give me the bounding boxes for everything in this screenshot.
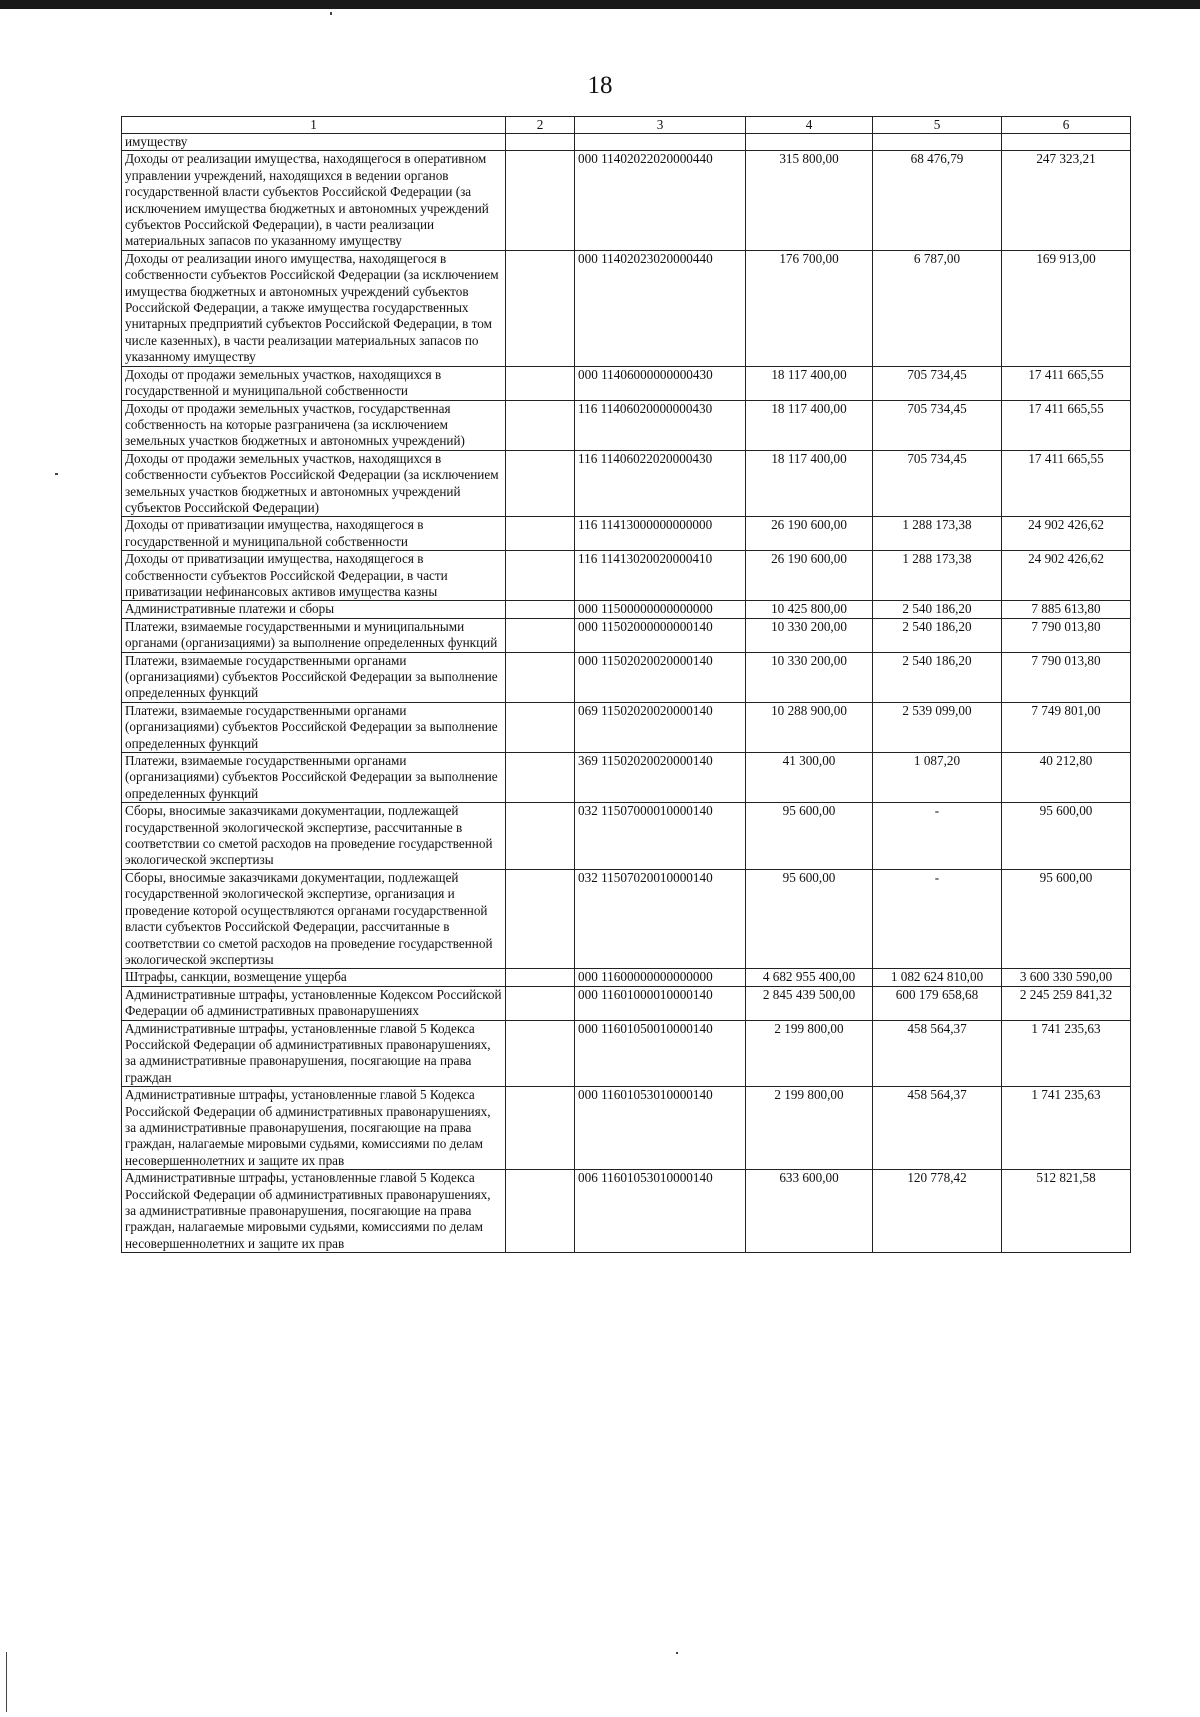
- row-code-cell: 116 11406022020000430: [575, 450, 746, 517]
- column-header: 2: [506, 117, 575, 134]
- row-col2-cell: [506, 601, 575, 618]
- row-fact-cell: 2 540 186,20: [873, 601, 1002, 618]
- row-col2-cell: [506, 366, 575, 400]
- row-col2-cell: [506, 986, 575, 1020]
- row-rest-cell: 17 411 665,55: [1002, 450, 1131, 517]
- row-col2-cell: [506, 134, 575, 151]
- row-rest-cell: 7 790 013,80: [1002, 652, 1131, 702]
- row-fact-cell: 1 087,20: [873, 753, 1002, 803]
- row-name-cell: Штрафы, санкции, возмещение ущерба: [122, 969, 506, 986]
- page-number: 18: [587, 72, 613, 99]
- table-row: [122, 618, 1131, 652]
- row-rest-cell: 24 902 426,62: [1002, 551, 1131, 601]
- row-code-cell: 000 11601050010000140: [575, 1020, 746, 1087]
- row-fact-cell: 6 787,00: [873, 250, 1002, 366]
- column-header: 3: [575, 117, 746, 134]
- row-name-cell: Доходы от приватизации имущества, находящегося в собственности субъектов Российской Федерации, в части приватизации нефинансовых активов имущества казны: [122, 551, 506, 601]
- row-name-cell: Сборы, вносимые заказчиками документации, подлежащей государственной экологической экспертизе, организация и проведение которой осуществляются органами государственной власти субъектов Российской Федерации, рассчитанные в соответствии со сметой расходов на проведение государственной экологической экспертизы: [122, 869, 506, 968]
- column-header: 5: [873, 117, 1002, 134]
- row-fact-cell: 120 778,42: [873, 1170, 1002, 1253]
- row-name-cell: Платежи, взимаемые государственными органами (организациями) субъектов Российской Федерации за выполнение определенных функций: [122, 702, 506, 752]
- row-rest-cell: 1 741 235,63: [1002, 1087, 1131, 1170]
- row-name-cell: Административные штрафы, установленные главой 5 Кодекса Российской Федерации об административных правонарушениях, за административные правонарушения, посягающие на права граждан: [122, 1020, 506, 1087]
- table-row: [122, 601, 1131, 618]
- column-header: 4: [746, 117, 873, 134]
- row-plan-cell: 10 425 800,00: [746, 601, 873, 618]
- row-plan-cell: 2 199 800,00: [746, 1087, 873, 1170]
- row-col2-cell: [506, 702, 575, 752]
- table-row: [122, 986, 1131, 1020]
- scan-top-border: [0, 0, 1200, 9]
- row-plan-cell: 95 600,00: [746, 869, 873, 968]
- row-col2-cell: [506, 151, 575, 250]
- row-code-cell: 116 11413020020000410: [575, 551, 746, 601]
- table-row: [122, 969, 1131, 986]
- row-name-cell: Доходы от реализации имущества, находящегося в оперативном управлении учреждений, находящихся в ведении органов государственной власти субъектов Российской Федерации (за исключением имущества бюджетных и автономных учреждений субъектов Российской Федерации), в части реализации материальных запасов по указанному имуществу: [122, 151, 506, 250]
- row-col2-cell: [506, 618, 575, 652]
- row-name-cell: Доходы от приватизации имущества, находящегося в государственной и муниципальной собственности: [122, 517, 506, 551]
- row-fact-cell: 1 288 173,38: [873, 551, 1002, 601]
- row-fact-cell: 2 539 099,00: [873, 702, 1002, 752]
- row-rest-cell: 24 902 426,62: [1002, 517, 1131, 551]
- row-name-cell: Административные платежи и сборы: [122, 601, 506, 618]
- row-code-cell: 000 11500000000000000: [575, 601, 746, 618]
- table-row: [122, 551, 1131, 601]
- row-rest-cell: 2 245 259 841,32: [1002, 986, 1131, 1020]
- row-col2-cell: [506, 753, 575, 803]
- row-rest-cell: 95 600,00: [1002, 803, 1131, 870]
- row-plan-cell: 10 330 200,00: [746, 652, 873, 702]
- row-col2-cell: [506, 1020, 575, 1087]
- row-plan-cell: 18 117 400,00: [746, 400, 873, 450]
- row-col2-cell: [506, 652, 575, 702]
- row-col2-cell: [506, 400, 575, 450]
- row-code-cell: 000 11601053010000140: [575, 1087, 746, 1170]
- table-row: [122, 1170, 1131, 1253]
- row-code-cell: 000 11601000010000140: [575, 986, 746, 1020]
- table-row: [122, 366, 1131, 400]
- row-code-cell: 006 11601053010000140: [575, 1170, 746, 1253]
- table-row: [122, 400, 1131, 450]
- row-col2-cell: [506, 250, 575, 366]
- row-name-cell: Административные штрафы, установленные Кодексом Российской Федерации об административных правонарушениях: [122, 986, 506, 1020]
- row-plan-cell: 2 199 800,00: [746, 1020, 873, 1087]
- row-code-cell: 032 11507000010000140: [575, 803, 746, 870]
- table-row: [122, 517, 1131, 551]
- row-rest-cell: 17 411 665,55: [1002, 366, 1131, 400]
- row-code-cell: 116 11413000000000000: [575, 517, 746, 551]
- row-rest-cell: 1 741 235,63: [1002, 1020, 1131, 1087]
- column-header: 6: [1002, 117, 1131, 134]
- row-col2-cell: [506, 517, 575, 551]
- row-name-cell: Платежи, взимаемые государственными органами (организациями) субъектов Российской Федерации за выполнение определенных функций: [122, 652, 506, 702]
- row-code-cell: 000 11402023020000440: [575, 250, 746, 366]
- table-row: [122, 250, 1131, 366]
- row-name-cell: Платежи, взимаемые государственными и муниципальными органами (организациями) за выполнение определенных функций: [122, 618, 506, 652]
- row-col2-cell: [506, 969, 575, 986]
- column-header: 1: [122, 117, 506, 134]
- row-plan-cell: 315 800,00: [746, 151, 873, 250]
- row-plan-cell: 633 600,00: [746, 1170, 873, 1253]
- row-rest-cell: 3 600 330 590,00: [1002, 969, 1131, 986]
- table-row: [122, 652, 1131, 702]
- table-row: [122, 753, 1131, 803]
- table-row: [122, 1020, 1131, 1087]
- row-code-cell: [575, 134, 746, 151]
- table-row: [122, 702, 1131, 752]
- header-row: [122, 117, 1131, 134]
- row-fact-cell: 1 288 173,38: [873, 517, 1002, 551]
- row-rest-cell: 40 212,80: [1002, 753, 1131, 803]
- row-name-cell: Доходы от реализации иного имущества, находящегося в собственности субъектов Российской Федерации (за исключением имущества бюджетных и автономных учреждений субъектов Российской Федерации, а также имущества государственных унитарных предприятий субъектов Российской Федерации, в том числе казенных), в части реализации материальных запасов по указанному имуществу: [122, 250, 506, 366]
- row-fact-cell: 68 476,79: [873, 151, 1002, 250]
- row-fact-cell: -: [873, 869, 1002, 968]
- row-plan-cell: 2 845 439 500,00: [746, 986, 873, 1020]
- revenue-table: [121, 116, 1131, 1253]
- row-fact-cell: [873, 134, 1002, 151]
- row-name-cell: Доходы от продажи земельных участков, находящихся в государственной и муниципальной собственности: [122, 366, 506, 400]
- table-row: [122, 1087, 1131, 1170]
- row-plan-cell: [746, 134, 873, 151]
- row-plan-cell: 10 288 900,00: [746, 702, 873, 752]
- row-name-cell: Доходы от продажи земельных участков, находящихся в собственности субъектов Российской Федерации (за исключением земельных участков бюджетных и автономных учреждений субъектов Российской Федерации): [122, 450, 506, 517]
- row-rest-cell: [1002, 134, 1131, 151]
- row-plan-cell: 10 330 200,00: [746, 618, 873, 652]
- row-fact-cell: 705 734,45: [873, 450, 1002, 517]
- table-body: [122, 134, 1131, 1253]
- row-name-cell: Сборы, вносимые заказчиками документации, подлежащей государственной экологической экспертизе, рассчитанные в соответствии со сметой расходов на проведение государственной экологической экспертизы: [122, 803, 506, 870]
- row-fact-cell: 458 564,37: [873, 1020, 1002, 1087]
- scan-speck: [330, 12, 332, 15]
- row-col2-cell: [506, 450, 575, 517]
- row-fact-cell: 458 564,37: [873, 1087, 1002, 1170]
- table-row: [122, 869, 1131, 968]
- row-fact-cell: 600 179 658,68: [873, 986, 1002, 1020]
- row-plan-cell: 26 190 600,00: [746, 517, 873, 551]
- row-name-cell: Платежи, взимаемые государственными органами (организациями) субъектов Российской Федерации за выполнение определенных функций: [122, 753, 506, 803]
- table-row: [122, 151, 1131, 250]
- row-fact-cell: 705 734,45: [873, 366, 1002, 400]
- row-rest-cell: 247 323,21: [1002, 151, 1131, 250]
- row-col2-cell: [506, 803, 575, 870]
- scan-speck: [55, 473, 58, 475]
- row-rest-cell: 7 885 613,80: [1002, 601, 1131, 618]
- row-plan-cell: 18 117 400,00: [746, 366, 873, 400]
- row-rest-cell: 17 411 665,55: [1002, 400, 1131, 450]
- row-name-cell: Административные штрафы, установленные главой 5 Кодекса Российской Федерации об административных правонарушениях, за административные правонарушения, посягающие на права граждан, налагаемые мировыми судьями, комиссиями по делам несовершеннолетних и защите их прав: [122, 1170, 506, 1253]
- row-name-cell: Административные штрафы, установленные главой 5 Кодекса Российской Федерации об административных правонарушениях, за административные правонарушения, посягающие на права граждан, налагаемые мировыми судьями, комиссиями по делам несовершеннолетних и защите их прав: [122, 1087, 506, 1170]
- row-code-cell: 069 11502020020000140: [575, 702, 746, 752]
- table-row: [122, 450, 1131, 517]
- row-rest-cell: 512 821,58: [1002, 1170, 1131, 1253]
- row-rest-cell: 7 749 801,00: [1002, 702, 1131, 752]
- table-row: [122, 803, 1131, 870]
- scan-speck: [676, 1652, 678, 1654]
- row-code-cell: 000 11406000000000430: [575, 366, 746, 400]
- row-name-cell: Доходы от продажи земельных участков, государственная собственность на которые разграничена (за исключением земельных участков бюджетных и автономных учреждений): [122, 400, 506, 450]
- row-rest-cell: 169 913,00: [1002, 250, 1131, 366]
- row-col2-cell: [506, 551, 575, 601]
- row-plan-cell: 95 600,00: [746, 803, 873, 870]
- row-col2-cell: [506, 1170, 575, 1253]
- row-fact-cell: 2 540 186,20: [873, 618, 1002, 652]
- row-rest-cell: 95 600,00: [1002, 869, 1131, 968]
- row-plan-cell: 18 117 400,00: [746, 450, 873, 517]
- row-fact-cell: 2 540 186,20: [873, 652, 1002, 702]
- row-fact-cell: -: [873, 803, 1002, 870]
- row-plan-cell: 26 190 600,00: [746, 551, 873, 601]
- row-col2-cell: [506, 869, 575, 968]
- row-plan-cell: 41 300,00: [746, 753, 873, 803]
- row-code-cell: 032 11507020010000140: [575, 869, 746, 968]
- row-code-cell: 000 11502000000000140: [575, 618, 746, 652]
- table-row: [122, 134, 1131, 151]
- row-fact-cell: 705 734,45: [873, 400, 1002, 450]
- row-rest-cell: 7 790 013,80: [1002, 618, 1131, 652]
- row-code-cell: 369 11502020020000140: [575, 753, 746, 803]
- row-code-cell: 116 11406020000000430: [575, 400, 746, 450]
- row-code-cell: 000 11402022020000440: [575, 151, 746, 250]
- row-col2-cell: [506, 1087, 575, 1170]
- row-plan-cell: 4 682 955 400,00: [746, 969, 873, 986]
- row-code-cell: 000 11600000000000000: [575, 969, 746, 986]
- row-name-cell: имуществу: [122, 134, 506, 151]
- scan-edge-mark: [6, 1652, 7, 1712]
- row-plan-cell: 176 700,00: [746, 250, 873, 366]
- row-fact-cell: 1 082 624 810,00: [873, 969, 1002, 986]
- row-code-cell: 000 11502020020000140: [575, 652, 746, 702]
